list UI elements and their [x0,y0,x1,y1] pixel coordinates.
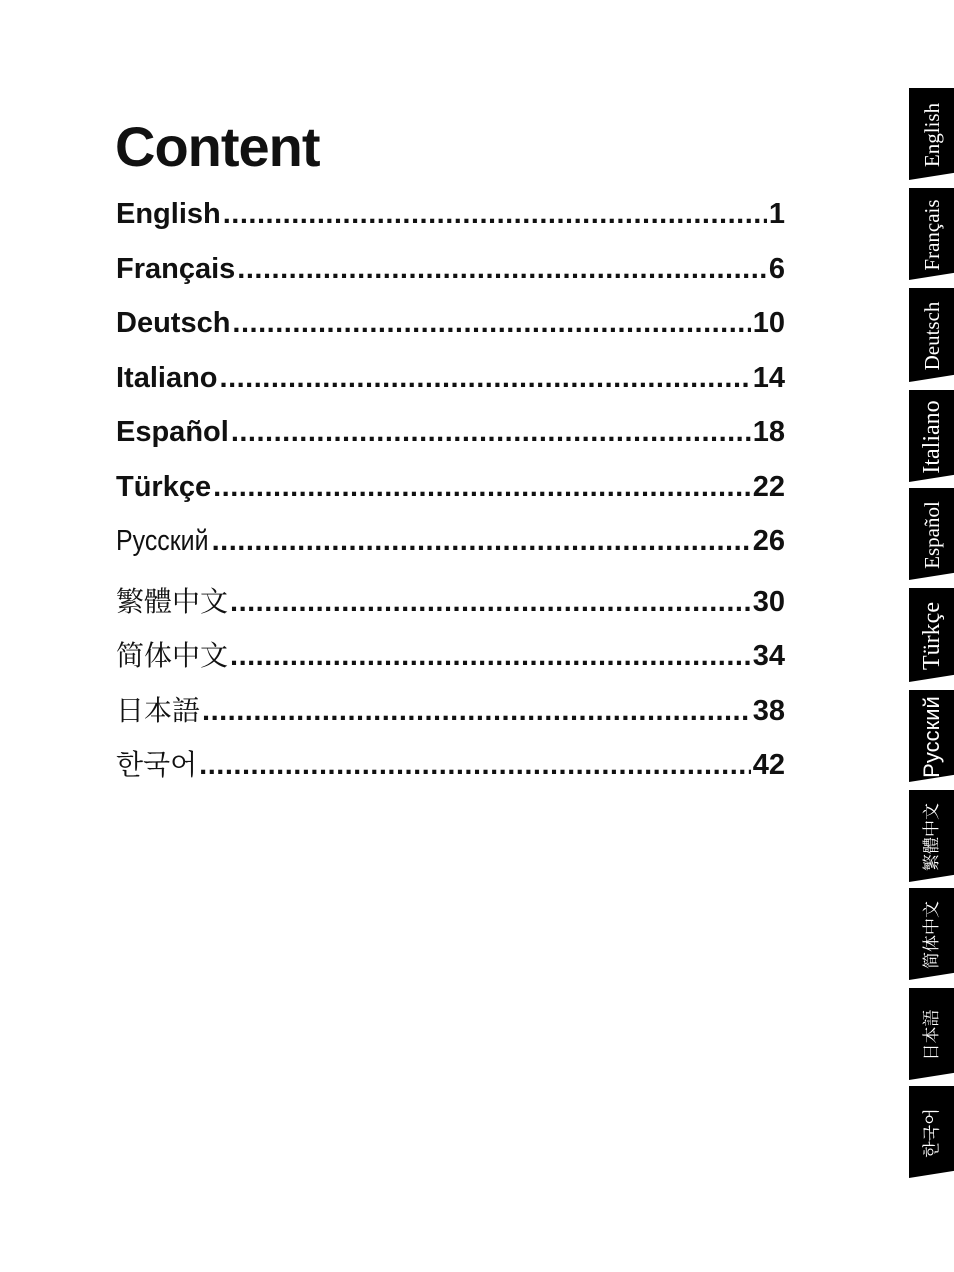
side-tab-espanol[interactable] [909,488,954,582]
toc-entry-italiano[interactable] [116,362,785,417]
side-tab-label: Deutsch [919,301,944,371]
side-tab-label: Français [919,199,944,271]
toc-label: 繁體中文 [116,584,229,618]
side-tab-label: Italiano [918,400,945,474]
toc-label: Русский [116,525,209,557]
toc-label: Español [116,416,229,448]
toc-page-number: 18 [752,416,785,448]
side-tab-francais[interactable] [909,188,954,282]
toc-entry-espanol[interactable] [116,416,785,471]
toc-page-number: 26 [752,525,785,557]
toc-page-number: 1 [768,198,785,230]
toc-label: Deutsch [116,307,231,339]
toc-page-number: 42 [752,749,785,781]
toc-label: 한국어 [116,748,198,781]
toc-leader-dots [220,362,751,395]
side-tab-italiano[interactable] [909,390,954,484]
toc-label: Italiano [116,361,218,394]
toc-leader-dots [237,253,767,286]
toc-leader-dots [230,640,751,673]
toc-entry-simplified-chinese[interactable] [116,634,785,689]
toc-leader-dots [223,198,767,231]
toc-label: 简体中文 [116,639,229,672]
side-tab-label: 日本語 [921,1009,942,1061]
toc-page-number: 38 [752,694,785,727]
toc-page-number: 10 [752,307,785,339]
toc-entry-english[interactable] [116,198,785,253]
toc-entry-deutsch[interactable] [116,307,785,362]
side-tab-traditional-chinese[interactable] [909,790,954,884]
toc-page-number: 34 [752,640,785,672]
toc-leader-dots [230,586,751,619]
side-tab-japanese[interactable] [909,988,954,1082]
side-tab-label: 한국어 [921,1108,942,1158]
toc-entry-turkce[interactable] [116,471,785,526]
side-tab-label: 繁體中文 [921,803,942,871]
language-side-tabs [906,88,954,1180]
side-tab-label: Türkçe [918,602,945,670]
toc-page-number: 14 [752,361,785,394]
side-tab-label: English [919,102,944,168]
toc-label: Français [116,252,236,285]
page-title: Content [115,115,320,178]
toc-entry-russian[interactable] [116,525,785,580]
toc-leader-dots [213,471,751,504]
side-tab-korean[interactable] [909,1086,954,1180]
side-tab-simplified-chinese[interactable] [909,888,954,982]
toc-leader-dots [231,416,751,449]
toc-leader-dots [212,525,751,558]
side-tab-label: Русский [918,696,944,778]
toc-label: Türkçe [116,470,212,503]
toc-page-number: 30 [752,585,785,618]
side-tab-english[interactable] [909,88,954,182]
table-of-contents [116,198,785,798]
toc-page-number: 22 [752,470,785,503]
toc-leader-dots [199,749,751,782]
toc-label: English [116,198,221,230]
toc-entry-traditional-chinese[interactable] [116,580,785,635]
toc-entry-francais[interactable] [116,253,785,308]
toc-label: 日本語 [116,693,201,727]
side-tab-russian[interactable] [909,690,954,784]
toc-entry-japanese[interactable] [116,689,785,744]
side-tab-deutsch[interactable] [909,288,954,384]
side-tab-label: 简体中文 [921,901,942,969]
toc-page-number: 6 [768,252,785,285]
side-tab-label: Español [919,501,944,569]
toc-leader-dots [202,695,751,728]
side-tab-turkce[interactable] [909,588,954,684]
toc-entry-korean[interactable] [116,743,785,798]
toc-leader-dots [232,307,750,340]
